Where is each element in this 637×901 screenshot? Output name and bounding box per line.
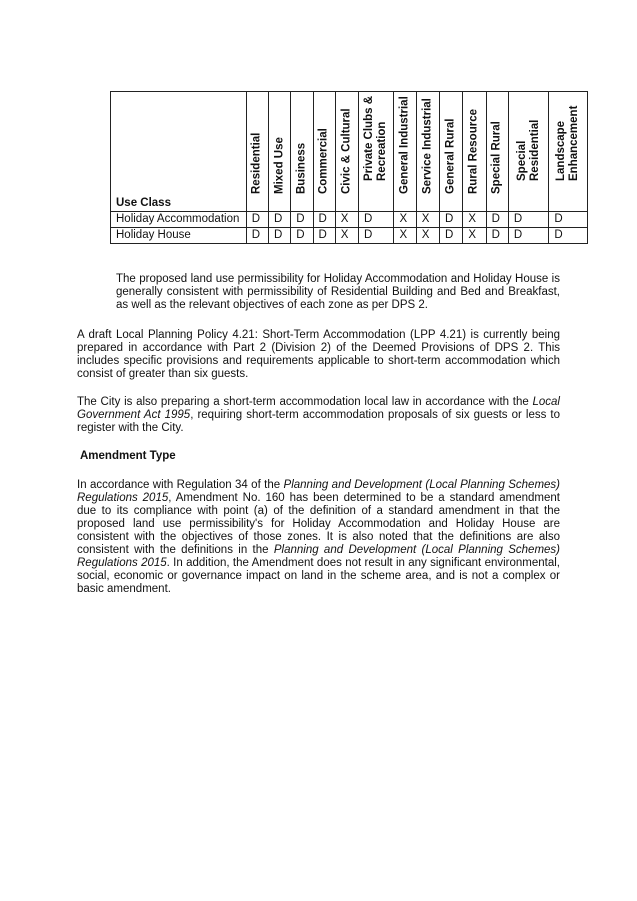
table-cell: D — [549, 228, 588, 244]
table-cell: D — [549, 212, 588, 228]
use-class-cell: Holiday House — [111, 228, 247, 244]
zone-header: Business — [291, 92, 313, 212]
table-cell: D — [268, 212, 290, 228]
table-cell: D — [291, 212, 313, 228]
table-cell: D — [268, 228, 290, 244]
table-header-row — [111, 92, 588, 212]
draft-policy-paragraph: A draft Local Planning Policy 4.21: Short-Term Accommodation (LPP 4.21) is currently being prepared in accordance with Part 2 (Division 2) of the Deemed Provisions of DPS 2. This includes specific provisions and requirements applicable to short-term accommodation which consist of greater than six guests. — [77, 329, 560, 380]
table-cell: D — [246, 212, 268, 228]
local-government-act: Local Government Act 1995 — [77, 396, 560, 421]
table-cell: D — [486, 228, 508, 244]
zone-header: Residential — [246, 92, 268, 212]
zone-header: Mixed Use — [268, 92, 290, 212]
table-cell: D — [440, 228, 463, 244]
zone-header: General Industrial — [394, 92, 416, 212]
amendment-text: In accordance with Regulation 34 of the — [77, 479, 284, 491]
table-cell: X — [463, 228, 486, 244]
zone-header: Service Industrial — [416, 92, 439, 212]
table-row — [111, 212, 588, 228]
zone-header: Special Residential — [508, 92, 549, 212]
use-class-cell: Holiday Accommodation — [111, 212, 247, 228]
table-cell: D — [440, 212, 463, 228]
amendment-text: . In addition, the Amendment does not result in any significant environmental, social, economic or governance impact on land in the scheme area, and is not a complex or basic amendment. — [77, 557, 561, 595]
zone-header: General Rural — [440, 92, 463, 212]
table-cell: D — [359, 228, 394, 244]
table-cell: D — [508, 228, 549, 244]
zone-header: Civic & Cultural — [335, 92, 358, 212]
amendment-paragraph — [77, 479, 560, 596]
zone-permissibility-table — [110, 91, 588, 244]
table-cell: X — [463, 212, 486, 228]
regulations-title: Planning and Development (Local Planning Schemes) Regulations 2015 — [77, 479, 560, 504]
table-cell: X — [335, 212, 358, 228]
local-law-paragraph — [77, 396, 560, 435]
zone-header: Landscape Enhancement — [549, 92, 588, 212]
zone-header: Rural Resource — [463, 92, 486, 212]
table-cell: X — [394, 212, 416, 228]
amendment-type-heading: Amendment Type — [80, 450, 176, 462]
table-cell: D — [246, 228, 268, 244]
local-law-text: , requiring short-term accommodation proposals of six guests or less to register with the City. — [77, 409, 560, 434]
table-row — [111, 228, 588, 244]
amendment-text: , Amendment No. 160 has been determined to be a standard amendment due to its compliance with point (a) of the definition of a standard amendment in that the proposed land use permissibility's for Holiday Accommodation and Holiday House are consistent with the objectives of those zones. It is also noted that the definitions are also consistent with the definitions in the — [77, 492, 560, 556]
table-cell: D — [291, 228, 313, 244]
zone-header: Special Rural — [486, 92, 508, 212]
table-cell: X — [416, 212, 439, 228]
table-cell: D — [313, 228, 335, 244]
table-cell: D — [486, 212, 508, 228]
table-cell: D — [313, 212, 335, 228]
table-cell: X — [394, 228, 416, 244]
table-cell: X — [416, 228, 439, 244]
permissibility-paragraph: The proposed land use permissibility for Holiday Accommodation and Holiday House is generally consistent with permissibility of Residential Building and Bed and Breakfast, as well as the relevant objectives of each zone as per DPS 2. — [116, 273, 560, 311]
table-cell: X — [335, 228, 358, 244]
zone-header: Commercial — [313, 92, 335, 212]
regulations-title: Planning and Development (Local Planning Schemes) Regulations 2015 — [77, 544, 561, 569]
use-class-header: Use Class — [111, 92, 247, 212]
local-law-text: The City is also preparing a short-term accommodation local law in accordance with the — [77, 396, 533, 408]
zone-header: Private Clubs & Recreation — [359, 92, 394, 212]
table-cell: D — [359, 212, 394, 228]
table-cell: D — [508, 212, 549, 228]
